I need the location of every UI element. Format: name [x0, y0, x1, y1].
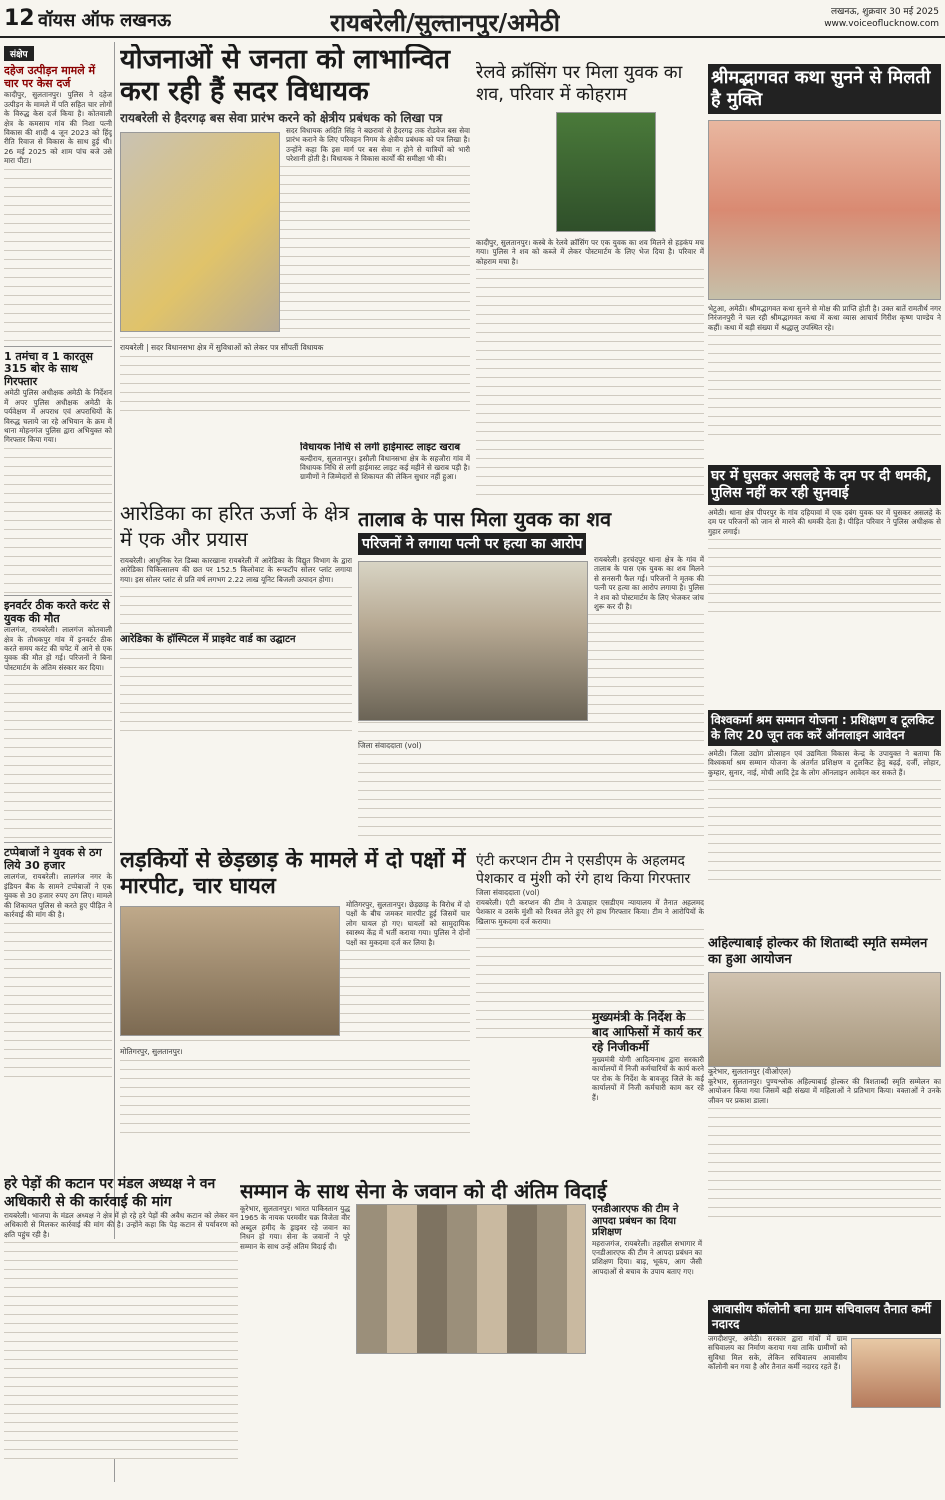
- cm-body: मुख्यमंत्री योगी आदित्यनाथ द्वारा सरकारी कार्यालयों में निजी कर्मचारियों के कार्य करने पर रोक के निर्देश के बावजूद जिले के कई कार्यालयों में निजी कर्मचारी काम कर रहे हैं।: [592, 1055, 704, 1102]
- trees-story: [4, 1175, 238, 1495]
- paper-name: वॉयस ऑफ लखनऊ: [38, 10, 172, 31]
- clash-headline: लड़कियों से छेड़छाड़ के मामले में दो पक्षों में मारपीट, चार घायल: [120, 848, 466, 899]
- ndrf-body: महराजगंज, रायबरेली। तहसील सभागार में एनडीआरएफ की टीम ने आपदा प्रबंधन का प्रशिक्षण दिया। बाढ़, भूकंप, आग जैसी आपदाओं से बचाव के उपाय बताए गए।: [592, 1238, 702, 1276]
- housing-photo: [851, 1338, 941, 1408]
- bhagwat-photo: [708, 120, 941, 300]
- cm-story: [592, 1010, 704, 1170]
- vishwakarma-headline: विश्वकर्मा श्रम सम्मान योजना : प्रशिक्षण व टूलकिट के लिए 20 जून तक करें ऑनलाइन आवेदन: [708, 710, 941, 746]
- threat-body: अमेठी। थाना क्षेत्र पीपरपुर के गांव दहियावां में एक दबंग युवक घर में घुसकर असलहे के दम पर परिजनों को जान से मारने की धमकी देता है। पीड़ित परिवार ने पुलिस अधीक्षक से गुहार लगाई।: [708, 508, 941, 536]
- region-title: रायबरेली/सुल्तानपुर/अमेठी: [330, 8, 560, 37]
- ahilya-story: [708, 936, 941, 1276]
- pond-photo: [358, 561, 588, 721]
- brief-body: कादीपुर, सुलतानपुर। पुलिस ने दहेज उत्पीड़न के मामले में पति सहित चार लोगों के विरुद्ध केस दर्ज किया है। कोतवाली क्षेत्र के कमसाय गांव की निशा पत्नी विकास की शादी 4 जून 2023 को हिंदू रीति रिवाज से विकास के साथ हुई थी। 26 मई 2025 को शाम पांच बजे उसे मारा पीटा।: [4, 90, 112, 166]
- brief-body: लालगंज, रायबरेली। लालगंज नगर के इंडियन बैंक के सामने टप्पेबाजों ने एक युवक से 30 हजार रुपए ठग लिए। मामले की शिकायत पुलिस से करते हुए पीड़ित ने कार्रवाई की मांग की है।: [4, 872, 112, 920]
- brief-body: लालगंज, रायबरेली। लालगंज कोतवाली क्षेत्र के तौधकपुर गांव में इनवर्टर ठीक करते समय करंट की चपेट में आने से एक युवक की मौत हो गई। परिजनों ने बिना पोस्टमार्टम के अंतिम संस्कार कर दिया।: [4, 625, 112, 672]
- dateline: [824, 6, 939, 30]
- highmast-body: बल्दीराय, सुलतानपुर। इसौली विधानसभा क्षेत्र के सहजौरा गांव में विधायक निधि से लगी हाईमास्ट लाइट कई महीने से खराब पड़ी है। ग्रामीणों ने जिम्मेदारों से शिकायत की लेकिन सुधार नहीं हुआ।: [300, 453, 470, 482]
- brief-item: [4, 351, 112, 595]
- vishwakarma-story: [708, 710, 941, 935]
- ndrf-headline: एनडीआरएफ की टीम ने आपदा प्रबंधन का दिया प्रशिक्षण: [592, 1204, 679, 1238]
- lead-headline: योजनाओं से जनता को लाभान्वित करा रही हैं सदर विधायक: [120, 44, 450, 107]
- army-headline: सम्मान के साथ सेना के जवान को दी अंतिम विदाई: [240, 1179, 607, 1203]
- housing-headline: आवासीय कॉलोनी बना ग्राम सचिवालय तैनात कर्मी नदारद: [708, 1300, 941, 1334]
- aredika-body: रायबरेली। आधुनिक रेल डिब्बा कारखाना रायबरेली में आरेडिका के विद्युत विभाग के द्वारा आरेडिका चिकित्सालय की छत पर 152.5 किलोवाट के रूफटॉप सोलर प्लांट लगाया गया। इस सोलर प्लांट से प्रति वर्ष लगभग 2.22 लाख यूनिट बिजली उत्पादन होगा।: [120, 556, 352, 584]
- clash-body: मोतिगरपुर, सुलतानपुर। छेड़छाड़ के विरोध में दो पक्षों के बीच जमकर मारपीट हुई जिसमें चार लोग घायल हो गए। घायलों को सामुदायिक स्वास्थ्य केंद्र में भर्ती कराया गया। पुलिस ने दोनों पक्षों का मुकदमा दर्ज कर लिया है।: [346, 900, 470, 947]
- clash-photo: [120, 906, 340, 1036]
- ndrf-story: [592, 1204, 702, 1276]
- railway-photo: [556, 112, 656, 232]
- lead-photo: [120, 132, 280, 332]
- threat-story: [708, 465, 941, 645]
- briefs-label: संक्षेप: [4, 46, 34, 61]
- trees-headline: हरे पेड़ों की कटान पर मंडल अध्यक्ष ने वन अधिकारी से की कार्रवाई की मांग: [4, 1176, 216, 1210]
- brief-title: टप्पेबाजों ने युवक से ठग लिये 30 हजार: [4, 846, 102, 872]
- ahilya-caption: कूरेभार, सुलतानपुर (वीओएल): [708, 1067, 791, 1076]
- pond-subhead: परिजनों ने लगाया पत्नी पर हत्या का आरोप: [358, 533, 586, 555]
- brief-title: दहेज उत्पीड़न मामले में चार पर केस दर्ज: [4, 64, 96, 90]
- anticorruption-body: रायबरेली। एंटी करप्शन की टीम ने ऊंचाहार एसडीएम न्यायालय में तैनात अहलमद पेशकार व उसके मुंशी को रिश्वत लेते हुए रंगे हाथ गिरफ्तार किया। टीम ने आरोपियों के खिलाफ मुकदमा दर्ज कराया।: [476, 898, 704, 926]
- lead-caption: रायबरेली | सदर विधानसभा क्षेत्र में सुविधाओं को लेकर पत्र सौंपतीं विधायक: [120, 343, 324, 353]
- army-photo: [356, 1204, 586, 1354]
- website[interactable]: www.voiceoflucknow.com: [824, 19, 939, 29]
- railway-story: [476, 62, 704, 502]
- aredika-subhead: आरेडिका के हॉस्पिटल में प्राइवेट वार्ड का उद्घाटन: [120, 634, 296, 646]
- lead-subhead: रायबरेली से हैदरगढ़ बस सेवा प्रारंभ करने को क्षेत्रीय प्रबंधक को लिखा पत्र: [120, 111, 443, 125]
- aredika-headline: आरेडिका का हरित ऊर्जा के क्षेत्र में एक और प्रयास: [120, 501, 350, 551]
- bhagwat-body: भेटुआ, अमेठी। श्रीमद्भागवत कथा सुनने से मोक्ष की प्राप्ति होती है। उक्त बातें रामतीर्थ नगर निरंजनपुरी ने चल रही श्रीमद्भागवत कथा में कथा व्यास आचार्य गिरीश कृष्ण पाण्डेय ने कहीं। कथा में बड़ी संख्या में श्रद्धालु उपस्थित रहे।: [708, 304, 941, 332]
- threat-headline: घर में घुसकर असलहे के दम पर दी धमकी, पुलिस नहीं कर रही सुनवाई: [708, 465, 941, 505]
- clash-caption: मोतिगरपुर, सुलतानपुर।: [120, 1047, 183, 1057]
- ahilya-body: कूरेभार, सुलतानपुर। पुण्यश्लोक अहिल्याबाई होल्कर की त्रिशताब्दी स्मृति सम्मेलन का आयोजन किया गया जिसमें बड़ी संख्या में महिलाओं ने प्रतिभाग किया। वक्ताओं ने उनके जीवन पर प्रकाश डाला।: [708, 1077, 941, 1105]
- pond-caption: जिला संवाददाता (vol): [358, 741, 422, 751]
- brief-item: [4, 600, 112, 842]
- cm-headline: मुख्यमंत्री के निर्देश के बाद आफिसों में कार्य कर रहे निजीकर्मी: [592, 1010, 702, 1054]
- masthead: [0, 0, 945, 38]
- housing-body: जगदीशपुर, अमेठी। सरकार द्वारा गांवों में ग्राम सचिवालय का निर्माण कराया गया ताकि ग्रामीणों को सुविधा मिल सके, लेकिन सचिवालय आवासीय कॉलोनी बन गया है और तैनात कर्मी नदारद रहते हैं।: [708, 1334, 847, 1372]
- brief-title: इनवर्टर ठीक करते करंट से युवक की मौत: [4, 598, 110, 625]
- aredika-story: [120, 500, 352, 780]
- army-body: कूरेभार, सुलतानपुर। भारत पाकिस्तान युद्ध 1965 के नायक परमवीर चक्र विजेता वीर अब्दुल हमीद के ड्राइवर रहे जवान का निधन हो गया। सेना के जवानों ने पूरे सम्मान के साथ उन्हें अंतिम विदाई दी।: [240, 1204, 350, 1251]
- brief-item: [4, 847, 112, 1079]
- page-number: 12: [4, 6, 35, 31]
- highmast-headline: विधायक निधि से लगी हाईमास्ट लाइट खराब: [300, 442, 461, 453]
- army-story: [240, 1178, 704, 1496]
- pond-headline: तालाब के पास मिला युवक का शव: [358, 507, 612, 531]
- housing-story: [708, 1300, 941, 1495]
- anticorruption-caption: जिला संवाददाता (vol): [476, 888, 540, 897]
- clash-story: [120, 848, 470, 1178]
- pond-story: [358, 507, 704, 847]
- railway-body: कादीपुर, सुलतानपुर। कस्बे के रेलवे क्रॉसिंग पर एक युवक का शव मिलने से हड़कंप मच गया। पुलिस ने शव को कब्जे में लेकर पोस्टमार्टम के लिए भेज दिया है। परिवार में कोहराम मचा है।: [476, 238, 704, 266]
- bhagwat-story: [708, 64, 941, 464]
- pond-body: रायबरेली। हरचंदपुर थाना क्षेत्र के गांव में तालाब के पास एक युवक का शव मिलने से सनसनी फैल गई। परिजनों ने मृतक की पत्नी पर हत्या का आरोप लगाया है। पुलिस ने शव को पोस्टमार्टम के लिए भेजकर जांच शुरू कर दी है।: [594, 555, 704, 612]
- lead-body: सदर विधायक अदिति सिंह ने बछरावां से हैदरगढ़ तक रोडवेज बस सेवा प्रारंभ कराने के लिए परिवहन निगम के क्षेत्रीय प्रबंधक को पत्र लिखा है। उन्होंने कहा कि इस मार्ग पर बस सेवा न होने से यात्रियों को भारी परेशानी होती है। विधायक ने विकास कार्यों की समीक्षा भी की।: [286, 125, 470, 164]
- railway-headline: रेलवे क्रॉसिंग पर मिला युवक का शव, परिवार में कोहराम: [476, 62, 683, 105]
- anticorruption-headline: एंटी करप्शन टीम ने एसडीएम के अहलमद पेशकार व मुंशी को रंगे हाथ किया गिरफ्तार: [476, 853, 691, 887]
- ahilya-photo: [708, 972, 941, 1067]
- trees-body: रायबरेली। भाजपा के मंडल अध्यक्ष ने क्षेत्र में हो रहे हरे पेड़ों की अवैध कटान को लेकर वन अधिकारी से मिलकर कार्रवाई की मांग की है। उन्होंने कहा कि पेड़ कटान से पर्यावरण को क्षति पहुंच रही है।: [4, 1211, 238, 1239]
- bhagwat-headline: श्रीमद्भागवत कथा सुनने से मिलती है मुक्ति: [708, 64, 941, 114]
- ahilya-headline: अहिल्याबाई होल्कर की शिताब्दी स्मृति सम्मेलन का हुआ आयोजन: [708, 936, 928, 967]
- brief-body: अमेठी पुलिस अधीक्षक अमेठी के निर्देशन में अपर पुलिस अधीक्षक अमेठी के पर्यवेक्षण में अपराध एवं अपराधियों के विरुद्ध चलाये जा रहे अभियान के क्रम में थाना मोहनगंज पुलिस द्वारा अभियुक्त को गिरफ्तार किया गया।: [4, 388, 112, 445]
- date: लखनऊ, शुक्रवार 30 मई 2025: [830, 7, 939, 17]
- vishwakarma-body: अमेठी। जिला उद्योग प्रोत्साहन एवं उद्यमिता विकास केन्द्र के उपायुक्त ने बताया कि विश्वकर्मा श्रम सम्मान योजना के अंतर्गत प्रशिक्षण व टूलकिट हेतु बढ़ई, दर्जी, लोहार, कुम्हार, सुनार, नाई, मोची आदि ट्रेड के लोग ऑनलाइन आवेदन कर सकते हैं।: [708, 749, 941, 777]
- brief-title: 1 तमंचा व 1 कारतूस 315 बोर के साथ गिरफ्तार: [4, 349, 93, 388]
- brief-item: [4, 65, 112, 346]
